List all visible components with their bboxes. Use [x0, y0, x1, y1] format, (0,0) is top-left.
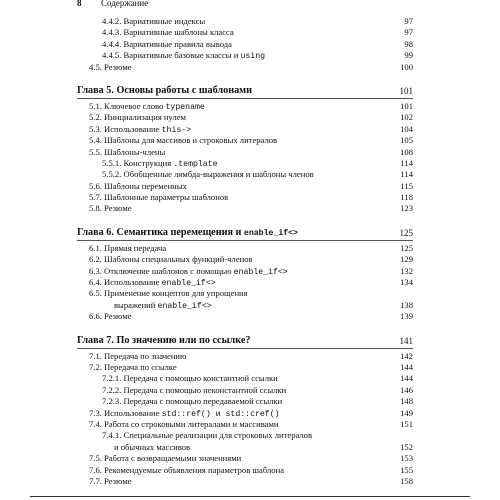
toc-page-number: 118	[400, 192, 413, 203]
toc-entry-text: 4.5. Резюме	[89, 61, 132, 72]
toc-entry-code: this->	[161, 125, 192, 135]
toc-page-number: 158	[400, 475, 413, 486]
toc-entry-code: typename	[165, 102, 205, 112]
toc-page-number: 108	[400, 146, 413, 157]
toc-entry-title	[89, 112, 186, 123]
toc-entry-title	[89, 243, 166, 254]
toc-page-number: 125	[399, 227, 413, 238]
toc-entry-title	[89, 476, 132, 487]
toc-entry[interactable]	[0, 385, 500, 396]
toc-entry[interactable]	[0, 158, 500, 169]
toc-entry-code: enable_if<>	[157, 301, 212, 311]
toc-page-number: 155	[400, 464, 413, 475]
toc-entry-title	[89, 254, 253, 265]
toc-page-number: 100	[400, 61, 413, 72]
toc-entry-title	[89, 311, 132, 322]
toc-entry-text: 7.2.2. Передача с помощью неконстантной ссылки	[102, 384, 287, 395]
toc-entry-code: enable_if<>	[233, 267, 288, 277]
table-of-contents	[0, 16, 500, 487]
toc-entry-text: 7.5. Работа с возвращаемыми значениями	[89, 453, 242, 464]
toc-entry-title	[89, 453, 241, 464]
toc-entry-title	[89, 465, 284, 476]
toc-page-number: 129	[400, 254, 413, 265]
toc-entry-text: 5.1. Ключевое слово	[89, 100, 166, 111]
toc-entry-title	[89, 203, 132, 214]
toc-entry-title	[89, 181, 187, 192]
toc-entry-text: 5.5. Шаблоны-члены	[89, 146, 166, 157]
toc-entry-text: 7.2.3. Передача с помощью передаваемой ссылки	[102, 396, 283, 407]
toc-entry-text: 7.6. Рекомендуемые объявления параметров шаблона	[89, 464, 285, 475]
toc-entry-text: 5.6. Шаблоны переменных	[89, 180, 187, 191]
page-header	[0, 0, 500, 12]
toc-entry[interactable]	[0, 419, 500, 430]
toc-entry-title	[89, 351, 186, 362]
toc-entry-title	[77, 226, 298, 241]
toc-entry-title	[102, 39, 232, 50]
toc-entry-title	[102, 430, 312, 441]
toc-page-number: 114	[400, 169, 413, 180]
toc-entry[interactable]	[0, 476, 500, 487]
toc-entry[interactable]	[0, 465, 500, 476]
toc-entry-code: .template	[173, 159, 218, 169]
toc-page-number: 152	[400, 441, 413, 452]
toc-entry-title	[89, 419, 279, 430]
toc-entry-text: 5.8. Резюме	[89, 203, 132, 214]
toc-entry-title	[89, 192, 228, 203]
toc-entry[interactable]	[0, 396, 500, 407]
toc-entry-text: 6.3. Отключение шаблонов с помощью	[89, 265, 234, 276]
toc-entry-title	[77, 84, 252, 98]
toc-entry[interactable]	[0, 362, 500, 373]
toc-entry[interactable]	[0, 181, 500, 192]
toc-chapter[interactable]	[0, 84, 500, 98]
toc-entry-text: 6.5. Применение концептов для упрощения	[89, 288, 248, 299]
toc-chapter[interactable]	[0, 226, 500, 240]
chapter-spacer	[0, 73, 500, 84]
toc-page-number: 141	[399, 335, 413, 346]
toc-entry-text: 7.2. Передача по ссылке	[89, 361, 177, 372]
toc-entry-title	[102, 396, 282, 407]
toc-page-number: 99	[404, 50, 413, 61]
toc-entry-text: 5.2. Инициализация нулем	[89, 112, 186, 123]
toc-entry-title	[89, 288, 248, 299]
chapter-rule	[77, 240, 413, 241]
toc-page-number: 138	[400, 299, 413, 310]
toc-page-number: 97	[404, 27, 413, 38]
bottom-rule	[30, 496, 470, 497]
toc-page-number: 153	[400, 453, 413, 464]
toc-entry[interactable]	[0, 62, 500, 73]
toc-entry-text: выражений	[114, 299, 158, 310]
toc-entry[interactable]	[0, 430, 500, 441]
toc-entry[interactable]	[0, 266, 500, 277]
toc-entry-text: 4.4.2. Вариативные индексы	[102, 16, 206, 26]
toc-page-number: 139	[400, 311, 413, 322]
toc-entry[interactable]	[0, 192, 500, 203]
chapter-spacer	[0, 323, 500, 334]
toc-entry-text: 5.5.1. Конструкция	[102, 157, 174, 168]
toc-entry-title	[77, 334, 250, 348]
toc-page-number: 148	[400, 396, 413, 407]
toc-entry[interactable]	[0, 101, 500, 112]
toc-entry[interactable]	[0, 243, 500, 254]
toc-entry-title	[89, 147, 165, 158]
toc-entry[interactable]	[0, 39, 500, 50]
page-number: 8	[77, 0, 82, 8]
toc-page-number: 97	[404, 16, 413, 26]
toc-entry[interactable]	[0, 300, 500, 311]
toc-entry-text: 5.4. Шаблоны для массивов и строковых литералов	[89, 135, 278, 146]
toc-entry-text: 5.5.2. Обобщенные лямбда-выражения и шаблоны членов	[102, 169, 314, 180]
toc-entry[interactable]	[0, 147, 500, 158]
toc-entry-title	[102, 27, 234, 38]
toc-page-number: 123	[400, 203, 413, 214]
running-title: Содержание	[101, 0, 149, 8]
toc-entry-text: 7.4. Работа со строковыми литералами и массивами	[89, 418, 279, 429]
toc-entry[interactable]	[0, 373, 500, 384]
toc-entry[interactable]	[0, 408, 500, 419]
toc-page-number: 102	[400, 112, 413, 123]
chapter-rule	[77, 348, 413, 349]
toc-entry-code: enable_if<>	[161, 279, 216, 289]
toc-entry-text: 6.6. Резюме	[89, 311, 132, 322]
toc-page-number: 104	[400, 123, 413, 134]
toc-page-number: 146	[400, 384, 413, 395]
toc-entry[interactable]	[0, 203, 500, 214]
toc-entry[interactable]	[0, 50, 500, 61]
chapter-rule	[77, 98, 413, 99]
toc-page-number: 134	[400, 277, 413, 288]
chapter-spacer	[0, 215, 500, 226]
toc-page-number: 125	[400, 242, 413, 253]
toc-entry[interactable]	[0, 254, 500, 265]
toc-page-number: 149	[400, 407, 413, 418]
toc-entry-text: Глава 7. По значению или по ссылке?	[77, 334, 251, 346]
toc-entry[interactable]	[0, 169, 500, 180]
toc-entry[interactable]	[0, 311, 500, 322]
toc-entry-text: Глава 5. Основы работы с шаблонами	[77, 84, 252, 96]
toc-entry-text: и обычных массивов	[114, 441, 191, 452]
toc-entry-text: 6.4. Использование	[89, 277, 162, 288]
toc-entry-text: 5.3. Использование	[89, 123, 162, 134]
toc-page-number: 144	[400, 361, 413, 372]
toc-entry[interactable]	[0, 453, 500, 464]
toc-entry-title	[102, 16, 205, 27]
toc-page-number: 151	[400, 418, 413, 429]
toc-entry-code: using	[240, 52, 266, 62]
toc-entry[interactable]	[0, 27, 500, 38]
toc-entry[interactable]	[0, 442, 500, 453]
toc-entry[interactable]	[0, 277, 500, 288]
toc-entry[interactable]	[0, 16, 500, 27]
toc-chapter[interactable]	[0, 334, 500, 348]
toc-entry-text: 4.4.4. Вариативные правила вывода	[102, 38, 232, 49]
toc-page-number: 98	[404, 38, 413, 49]
toc-entry-text: 7.2.1. Передача с помощью константной ссылки	[102, 373, 278, 384]
toc-entry-text: 4.4.5. Вариативные базовые классы и	[102, 50, 241, 61]
toc-page-number: 101	[400, 100, 413, 111]
toc-entry-title	[102, 169, 314, 180]
toc-entry-text: 4.4.3. Вариативные шаблоны класса	[102, 27, 234, 38]
toc-page-number: 115	[400, 180, 413, 191]
toc-page-number: 142	[400, 350, 413, 361]
toc-entry-text: 6.1. Прямая передача	[89, 242, 167, 253]
toc-entry[interactable]	[0, 351, 500, 362]
toc-entry-text: 5.7. Шаблонные параметры шаблонов	[89, 192, 229, 203]
toc-entry-text: 7.4.1. Специальные реализации для строковых литералов	[102, 430, 313, 441]
toc-entry-text: 7.7. Резюме	[89, 475, 132, 486]
toc-entry-text: 7.1. Передача по значению	[89, 350, 187, 361]
toc-page-number: 144	[400, 373, 413, 384]
toc-entry-title	[102, 373, 278, 384]
toc-entry-text: Глава 6. Семантика перемещения и	[77, 226, 244, 238]
toc-page-number: 132	[400, 265, 413, 276]
toc-entry-title	[89, 362, 177, 373]
toc-entry-code: enable_if<>	[243, 228, 298, 238]
toc-entry-title	[114, 442, 190, 453]
toc-entry-text: 6.2. Шаблоны специальных функций-членов	[89, 254, 253, 265]
toc-entry[interactable]	[0, 112, 500, 123]
toc-entry[interactable]	[0, 124, 500, 135]
toc-entry-title	[102, 385, 286, 396]
toc-page-number: 101	[399, 85, 413, 96]
toc-page-number: 114	[400, 157, 413, 168]
toc-page-number: 105	[400, 135, 413, 146]
toc-entry-code: std::ref() и std::cref()	[161, 409, 280, 419]
toc-entry[interactable]	[0, 135, 500, 146]
toc-entry-title	[89, 135, 277, 146]
toc-entry[interactable]	[0, 288, 500, 299]
toc-entry-text: 7.3. Использование	[89, 407, 162, 418]
toc-entry-title	[89, 62, 132, 73]
